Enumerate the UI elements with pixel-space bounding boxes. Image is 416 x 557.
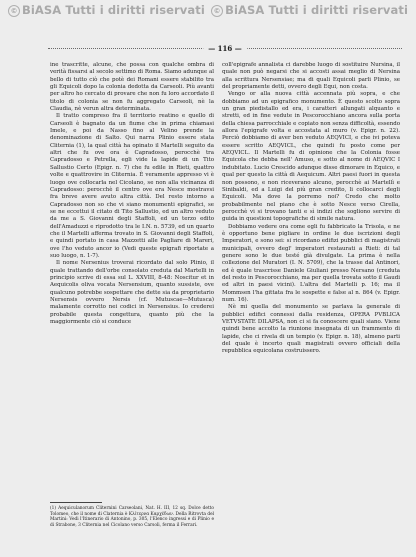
page-header xyxy=(48,44,402,56)
watermark-left-text: BiASA Tutti i diritti riservati xyxy=(22,3,205,17)
copyright-icon: © xyxy=(8,5,20,17)
footnote-rule xyxy=(50,502,102,503)
paragraph: Nè mi quella del monumento se parlava la generale di pubblici edifici connessi dalla residenza, OPERA PVBLICA VETVSTATE DILAPSA, non ci si fa conoscere quali siano. Viene quindi bene accolto la riunione insegnata di un frammento di lapide, che ci rivela di un tempio (v. Epigr. n. 18), almeno parti del quale è incerto quali magistrati ovvero officiali della repubblica equicolana costruissero. xyxy=(222,304,400,355)
paragraph: Il nome Nersenius troverai ricordato dal solo Plinio, il quale trattando dell'orbe consolato creduta dal Martelli in principio scrive di essa sul L. XXVIII, 8-48: Noscitur et in Aequicolis oliva vocata Nersensium, quanto sussiste, ove qualcuno potrebbe sospettare che dette sia da proprietario Nersensis ovvero Nersis (cf. Mutuscae—Mutusca) malamente corrotto nei codici in Nersensius. Io crederei probabile questa congettura, quanto più che la maggiormente ciò si conduce xyxy=(50,260,214,326)
footnote-text: (1) Aequiculanorum Cliternini Carseolani, Nat. H. III, 12 sq. Dolce detto Tolomeo, che il nome di Claternia è Κλίτερνα Καρχέδων. Della Ritrovta del Martini: Vedi l'Itinerario di Antonino, p. 305, l'Elenco ingressi e di Plinio e di Strabone, 3 Cliternia nel Cicolano verso Carsoli, ferma il Ferrari. xyxy=(50,506,214,529)
left-column xyxy=(50,62,214,326)
right-column xyxy=(222,62,400,356)
watermark-banner xyxy=(8,3,408,17)
paragraph: Vengo or alla nuova città accennata più sopra, e che dobbiamo ad un epigrafico monumento. È questo scolto sopra un gran piedistallo ed era, i caratteri allungati alquanto e stretti, ed in fine vedute in Pescorocchiano ancora sulla porta della chiesa parrocchiale e copiato non senza difficoltà, essendo allora l'epigrafe volta e accostata al muro (v. Epigr. n. 22). Perciò dobbiamo di aver ben veduto AEQVICI, e che ivi poteva essere scritto AEQVICL, che quindi fu posto come per AEQVICL. Il Martelli fu di opinione che la Colonia fosse Equicola che debba nell' Amuso, e sotto al nome di AEQVIC I indubitato. Lucio Crescido adunque disse dimorare in Equico, e qual per questo la città di Aequicum. Altri paesi fuori in questa non possono, e non riceverano alcuno, perocchè ai Martellì e Sinibaldi, ed a Luigi del più gran credito, li collocarci degli Equicoli. Ma dove la porremo noi? Credo che molto probabilmente nel piano che è sotto Nesce verso Cirella, perocchè vi si trovano tanti e sì indizi che sogliono servire di guida in questioni topografiche di simile natura. xyxy=(222,91,400,223)
copyright-icon: © xyxy=(211,5,223,17)
paragraph: coll'epigrafe annalista ci darebbe luogo di sostituire Nursina, il quale non può negarsi che si accosti assai meglio di Nersina alla scrittura Nersensiae; ma di quali Equicoli parli Plinio, se del propriamente detti, ovvero degli Equi, non costa. xyxy=(222,62,400,91)
paragraph: Dobbiamo vedere ora come egli fu fabbricato la Trisola, e ne è opportuno bene pigliare in ordine le due iscrizioni degli Imperatori, e sono sei: si ricordano edifizi pubblici di magistrati municipali, ovvero degl' imperatori restaurati a Rieti: di tal genere sono le due testé già divulgate. La prima è nella collezione del Muratori (I. N. 5709), che la trasse dal Antinori, ed è quale trascrisse Daniele Giuliani presso Nersano (creduta del resto in Pescorocchiano, ma per quella trovata sotto il Gaudi ed altri in paesi vicini). L'altra del Martelli p. 16; ma il Mommsen l'ha gittata fra le sospette e false al n. 864 (v. Epigr. num. 16). xyxy=(222,223,400,303)
watermark-left xyxy=(8,3,205,17)
footnote xyxy=(50,502,214,529)
paragraph: Il tratto compreso fra il territorio reatino e quello di Carseoli è bagnato da un fiume che in prima chiamasi Imele, e poi da Nasso fino al Velino prende la denominazione di Salto. Qui narra Plinio essere stata Cliternia (1), la qual città ha opinato il Martelli seguito da altri che fu ove ora è Capradosso, perocchè tra Capradosso e Petrella, egli vide la lapide di un Tito Sallustio Certo (Epigr. n. 7) che fu edile in Rieti, quattro volte e quattrovire in Cliternia. È veramente appresso vi è luogo ove collocarla nel Cicolano, se non alla vicinanza di Capradosso: perocchè il centro ove era Nesce mostravsi fra breve avere avuto altra città. Del resto intorno a Capradosso non so che vi siano monumenti epigrafici, se se ne eccettui il citato di Tito Sallustio, ed un altro veduto da me a S. Giovanni degli Staffoli, ed un terzo edito dell'Amaduzzi e riprodotto tra le I.N. n. 5739, ed un quarto che il Martelli afferma trovato in S. Giovanni degli Staffoli, e quindi portato in casa Mazzetti alle Pagliare di Mareri, ove l'ho veduto ancor io (Vedi queste epigrafi riportate a suo luogo, n. 1-7). xyxy=(50,113,214,259)
watermark-right-text: BiASA Tutti i diritti riservati xyxy=(225,3,408,17)
page-number: — 116 — xyxy=(203,44,247,53)
paragraph: ine trascritte, alcune, che possa con qualche ombra di verità fissarsi al secolo settimo di Roma. Siamo adunque al bello di tutto ciò che potè dei Romani essere stabilito tra gli Equicoli dopo la colonia dedotta da Carseoli. Più avanti per altro ho cercato di provare che non fu loro accordato il titolo di colonia se non fu aggregato Carseoli, nè la Claudia, nè verun altra determinata. xyxy=(50,62,214,113)
watermark-right xyxy=(211,3,408,17)
